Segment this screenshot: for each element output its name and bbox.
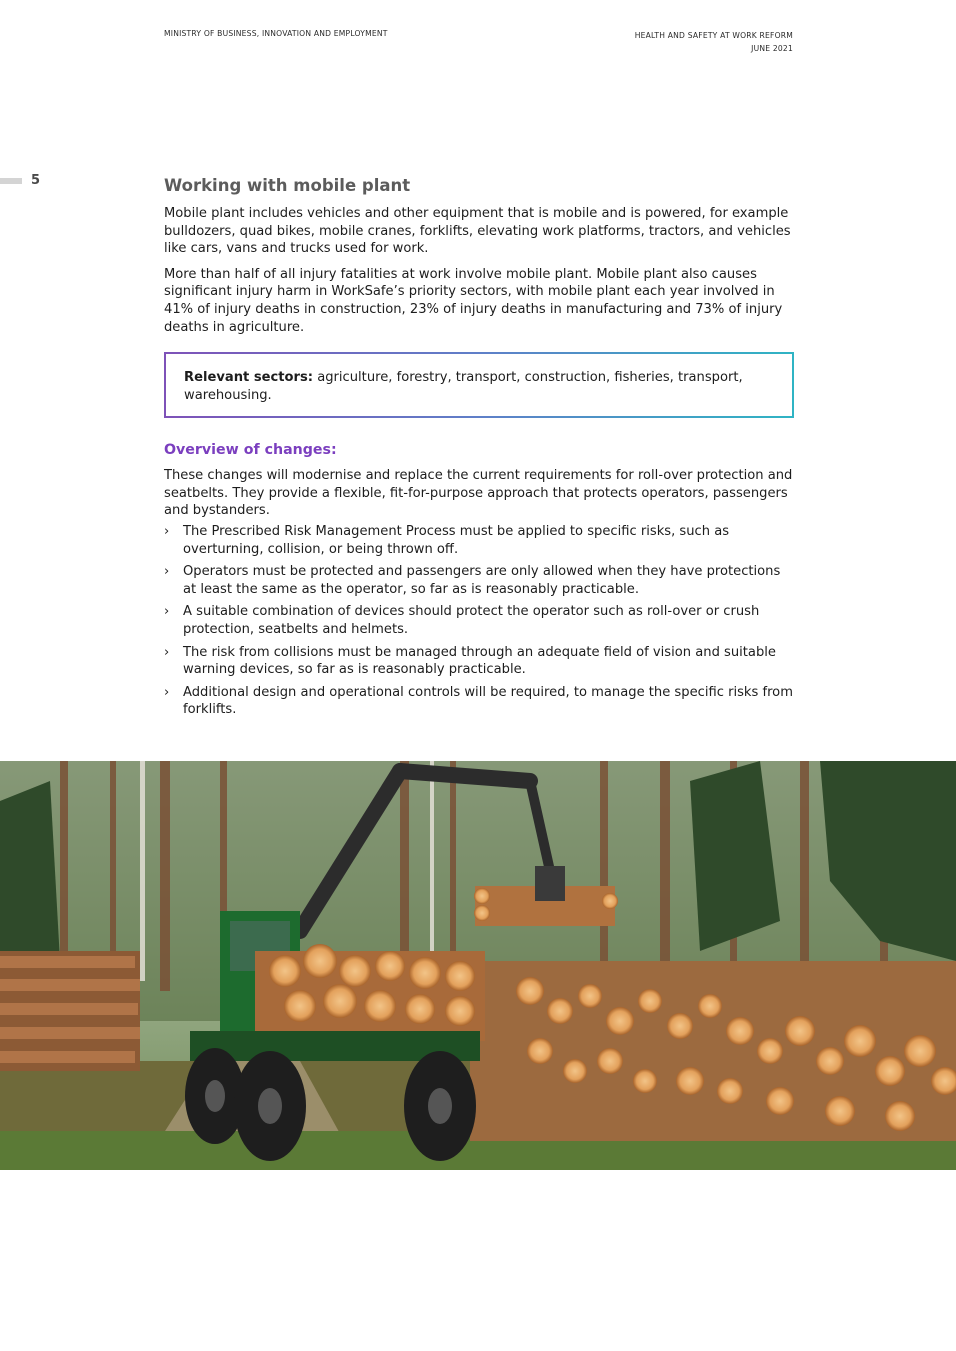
list-item: [164, 684, 794, 719]
list-item-text: Additional design and operational controls will be required, to manage the specific risks from forklifts.: [183, 684, 793, 718]
page-number-tab: [0, 178, 22, 184]
list-item-text: The risk from collisions must be managed through an adequate field of vision and suitable warning devices, so far as is reasonably practicable.: [183, 644, 776, 678]
fatalities-paragraph: More than half of all injury fatalities at work involve mobile plant. Mobile plant also causes significant injury harm in WorkSafe’s priority sectors, with mobile plant each year involved in 41% of injury deaths in construction, 23% of injury deaths in manufacturing and 73% of injury deaths in agriculture.: [164, 266, 783, 335]
relevant-sectors-box: [164, 352, 794, 418]
intro-paragraph: Mobile plant includes vehicles and other equipment that is mobile and is powered, for example bulldozers, quad bikes, mobile cranes, forklifts, elevating work platforms, tractors, and vehicles like cars, vans and trucks used for work.: [164, 206, 791, 257]
bullet-chevron-icon: ›: [164, 523, 170, 539]
forestry-photo: [0, 761, 956, 1170]
bullet-chevron-icon: ›: [164, 644, 170, 660]
list-item: [164, 563, 794, 598]
list-item-text: The Prescribed Risk Management Process must be applied to specific risks, such as overturning, collision, or being thrown off.: [183, 523, 730, 557]
relevant-sectors-text: agriculture, forestry, transport, construction, fisheries, transport, warehousing.: [184, 370, 743, 403]
list-item: [164, 603, 794, 638]
header-organisation: MINISTRY OF BUSINESS, INNOVATION AND EMPLOYMENT: [164, 29, 388, 38]
list-item: [164, 523, 794, 558]
overview-heading: Overview of changes:: [164, 442, 337, 459]
overview-intro: These changes will modernise and replace the current requirements for roll-over protection and seatbelts. They provide a flexible, fit-for-purpose approach that protects operators, passengers and bystanders.: [164, 468, 793, 519]
page-number: 5: [31, 173, 41, 188]
bullet-chevron-icon: ›: [164, 684, 170, 700]
header-document-info: [635, 29, 793, 55]
list-item-text: A suitable combination of devices should protect the operator such as roll-over or crush protection, seatbelts and helmets.: [183, 604, 760, 637]
changes-list: [164, 523, 794, 719]
main-content: [164, 176, 794, 724]
header-date: JUNE 2021: [751, 44, 793, 53]
forwarder-logging-illustration: [0, 761, 956, 1170]
list-item: [164, 644, 794, 679]
header-document-title: HEALTH AND SAFETY AT WORK REFORM: [634, 31, 793, 40]
relevant-sectors-label: Relevant sectors:: [184, 370, 314, 386]
section-title: Working with mobile plant: [164, 176, 411, 195]
list-item-text: Operators must be protected and passengers are only allowed when they have protections at least the same as the operator, so far as is reasonably practicable.: [183, 564, 781, 597]
bullet-chevron-icon: ›: [164, 604, 170, 620]
bullet-chevron-icon: ›: [164, 564, 170, 580]
